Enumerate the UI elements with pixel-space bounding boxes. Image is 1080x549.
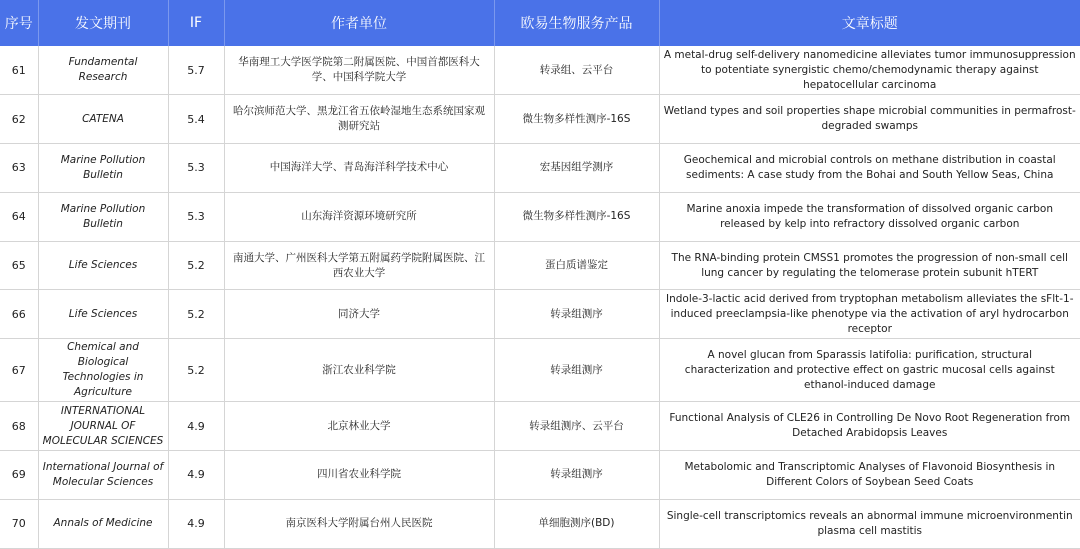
cell-title: A novel glucan from Sparassis latifolia: purification, structural characterization and protective effect on gastric mucosal cells against ethanol-induced damage <box>659 339 1080 402</box>
cell-title: Indole-3-lactic acid derived from tryptophan metabolism alleviates the sFlt-1-induced preeclampsia-like phenotype via the activation of aryl hydrocarbon receptor <box>659 290 1080 339</box>
cell-journal: Fundamental Research <box>38 46 168 95</box>
cell-index: 65 <box>0 241 38 290</box>
cell-product: 单细胞测序(BD) <box>494 499 659 548</box>
cell-index: 69 <box>0 451 38 500</box>
cell-title: Functional Analysis of CLE26 in Controlling De Novo Root Regeneration from Detached Arabidopsis Leaves <box>659 402 1080 451</box>
table-row <box>0 290 1080 339</box>
table-row <box>0 95 1080 144</box>
cell-if: 4.9 <box>168 402 224 451</box>
cell-if: 5.7 <box>168 46 224 95</box>
cell-affiliation: 浙江农业科学院 <box>224 339 494 402</box>
cell-affiliation: 华南理工大学医学院第二附属医院、中国首都医科大学、中国科学院大学 <box>224 46 494 95</box>
cell-affiliation: 南京医科大学附属台州人民医院 <box>224 499 494 548</box>
cell-product: 转录组测序 <box>494 290 659 339</box>
cell-journal: Marine Pollution Bulletin <box>38 192 168 241</box>
cell-if: 5.4 <box>168 95 224 144</box>
header-row <box>0 0 1080 46</box>
cell-if: 4.9 <box>168 499 224 548</box>
cell-journal: Life Sciences <box>38 241 168 290</box>
cell-journal: CATENA <box>38 95 168 144</box>
header-index: 序号 <box>0 0 38 46</box>
cell-affiliation: 四川省农业科学院 <box>224 451 494 500</box>
cell-journal: Chemical and Biological Technologies in Agriculture <box>38 339 168 402</box>
cell-journal: INTERNATIONAL JOURNAL OF MOLECULAR SCIENCES <box>38 402 168 451</box>
cell-journal: Life Sciences <box>38 290 168 339</box>
cell-product: 转录组测序 <box>494 339 659 402</box>
cell-journal: Annals of Medicine <box>38 499 168 548</box>
table-row <box>0 46 1080 95</box>
cell-journal: Marine Pollution Bulletin <box>38 144 168 193</box>
cell-affiliation: 哈尔滨师范大学、黑龙江省五依岭湿地生态系统国家观测研究站 <box>224 95 494 144</box>
cell-affiliation: 山东海洋资源环境研究所 <box>224 192 494 241</box>
table-row <box>0 144 1080 193</box>
table-row <box>0 192 1080 241</box>
cell-title: The RNA-binding protein CMSS1 promotes the progression of non-small cell lung cancer by regulating the telomerase protein subunit hTERT <box>659 241 1080 290</box>
cell-index: 66 <box>0 290 38 339</box>
cell-title: Marine anoxia impede the transformation of dissolved organic carbon released by kelp into refractory dissolved organic carbon <box>659 192 1080 241</box>
header-if: IF <box>168 0 224 46</box>
cell-product: 蛋白质谱鉴定 <box>494 241 659 290</box>
cell-affiliation: 中国海洋大学、青岛海洋科学技术中心 <box>224 144 494 193</box>
table-row <box>0 499 1080 548</box>
cell-index: 64 <box>0 192 38 241</box>
cell-product: 转录组测序、云平台 <box>494 402 659 451</box>
cell-affiliation: 北京林业大学 <box>224 402 494 451</box>
cell-if: 5.2 <box>168 290 224 339</box>
header-affiliation: 作者单位 <box>224 0 494 46</box>
cell-if: 5.2 <box>168 339 224 402</box>
cell-product: 微生物多样性测序-16S <box>494 95 659 144</box>
cell-index: 62 <box>0 95 38 144</box>
cell-title: A metal-drug self-delivery nanomedicine alleviates tumor immunosuppression to potentiate synergistic chemo/chemodynamic therapy against hepatocellular carcinoma <box>659 46 1080 95</box>
table-row <box>0 451 1080 500</box>
cell-affiliation: 同济大学 <box>224 290 494 339</box>
cell-title: Single-cell transcriptomics reveals an abnormal immune microenvironmentin plasma cell mastitis <box>659 499 1080 548</box>
table-row <box>0 241 1080 290</box>
cell-product: 宏基因组学测序 <box>494 144 659 193</box>
cell-product: 转录组、云平台 <box>494 46 659 95</box>
cell-if: 5.3 <box>168 144 224 193</box>
table-row <box>0 339 1080 402</box>
cell-title: Geochemical and microbial controls on methane distribution in coastal sediments: A case study from the Bohai and South Yellow Seas, China <box>659 144 1080 193</box>
cell-journal: International Journal of Molecular Sciences <box>38 451 168 500</box>
cell-index: 68 <box>0 402 38 451</box>
header-product: 欧易生物服务产品 <box>494 0 659 46</box>
table-body <box>0 46 1080 548</box>
cell-index: 70 <box>0 499 38 548</box>
cell-index: 67 <box>0 339 38 402</box>
header-title: 文章标题 <box>841 16 898 32</box>
cell-index: 63 <box>0 144 38 193</box>
table-header <box>0 0 1080 46</box>
header-journal: 发文期刊 <box>38 0 168 46</box>
cell-product: 微生物多样性测序-16S <box>494 192 659 241</box>
table-row <box>0 402 1080 451</box>
cell-index: 61 <box>0 46 38 95</box>
cell-product: 转录组测序 <box>494 451 659 500</box>
cell-if: 5.2 <box>168 241 224 290</box>
cell-title: Wetland types and soil properties shape microbial communities in permafrost-degraded swamps <box>659 95 1080 144</box>
cell-affiliation: 南通大学、广州医科大学第五附属药学院附属医院、江西农业大学 <box>224 241 494 290</box>
cell-title: Metabolomic and Transcriptomic Analyses of Flavonoid Biosynthesis in Different Colors of Soybean Seed Coats <box>659 451 1080 500</box>
cell-if: 5.3 <box>168 192 224 241</box>
cell-if: 4.9 <box>168 451 224 500</box>
